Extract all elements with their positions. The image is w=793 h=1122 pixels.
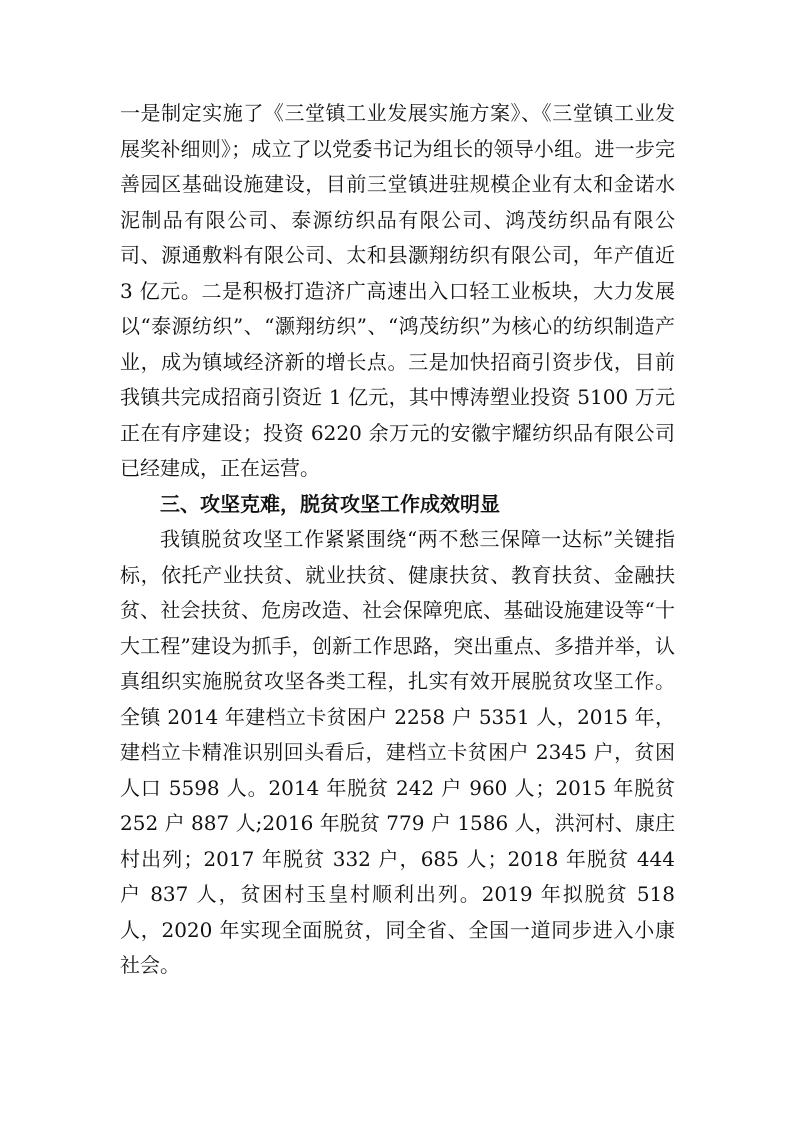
paragraph-industrial-development: 一是制定实施了《三堂镇工业发展实施方案》、《三堂镇工业发展奖补细则》；成立了以党委书记为组长的领导小组。进一步完善园区基础设施建设，目前三堂镇进驻规模企业有太和金诺水泥制品有限公司、泰源纺织品有限公司、鸿茂纺织品有限公司、源通敷料有限公司、太和县灏翔纺织有限公司，年产值近 3 亿元。二是积极打造济广高速出入口轻工业板块，大力发展以“泰源纺织”、“灏翔纺织”、“鸿茂纺织”为核心的纺织制造产业，成为镇域经济新的增长点。三是加快招商引资步伐，目前我镇共完成招商引资近 1 亿元，其中博涛塑业投资 5100 万元正在有序建设；投资 6220 余万元的安徽宇耀纺织品有限公司已经建成，正在运营。 [120, 101, 675, 480]
section-heading-poverty-alleviation: 三、攻坚克难，脱贫攻坚工作成效明显 [160, 491, 500, 516]
paragraph-poverty-alleviation: 我镇脱贫攻坚工作紧紧围绕“两不愁三保障一达标”关键指标，依托产业扶贫、就业扶贫、健康扶贫、教育扶贫、金融扶贫、社会扶贫、危房改造、社会保障兜底、基础设施建设等“十大工程”建设为抓手，创新工作思路，突出重点、多措并举，认真组织实施脱贫攻坚各类工程，扎实有效开展脱贫攻坚工作。全镇 2014 年建档立卡贫困户 2258 户 5351 人，2015 年，建档立卡精准识别回头看后，建档立卡贫困户 2345 户，贫困人口 5598 人。2014 年脱贫 242 户 960 人；2015 年脱贫 252 户 887 人;2016 年脱贫 779 户 1586 人，洪河村、康庄村出列；2017 年脱贫 332 户，685 人；2018 年脱贫 444 户 837 人，贫困村玉皇村顺利出列。2019 年拟脱贫 518 人，2020 年实现全面脱贫，同全省、全国一道同步进入小康社会。 [120, 527, 675, 977]
document-body [120, 96, 675, 984]
